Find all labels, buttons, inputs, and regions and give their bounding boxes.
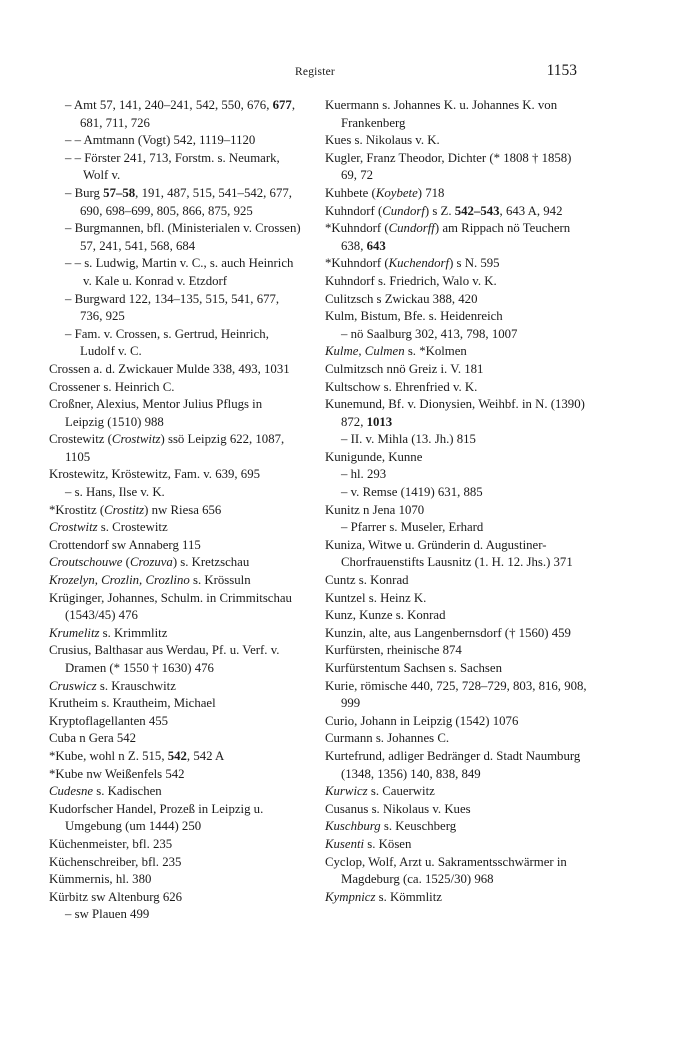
index-entry: Kusenti s. Kösen	[325, 836, 412, 851]
index-entry: Culmitzsch nnö Greiz i. V. 181	[325, 361, 484, 376]
index-entry: Kuntzel s. Heinz K.	[325, 590, 427, 605]
index-entry: Kurwicz s. Cauerwitz	[325, 784, 435, 799]
index-entry: Kurfürstentum Sachsen s. Sachsen	[325, 661, 502, 675]
index-entry: Küchenmeister, bfl. 235	[49, 836, 173, 851]
index-entry: Kuniza, Witwe u. Gründerin d. Augustiner-Chorfrauenstifts Lausnitz (1. H. 12. Jhs.) 371	[325, 537, 573, 570]
index-entry: Cuba n Gera 542	[49, 731, 137, 746]
index-entry: Kulm, Bistum, Bfe. s. Heidenreich	[325, 309, 503, 324]
index-entry: Kuhbete (Koybete) 718	[325, 185, 445, 200]
index-entry: – Amt 57, 141, 240–241, 542, 550, 676, 677, 681, 711, 726	[65, 98, 296, 130]
index-entry: Crusius, Balthasar aus Werdau, Pf. u. Verf. v. Dramen (* 1550 † 1630) 476	[49, 643, 280, 675]
index-column-right	[325, 97, 587, 906]
index-entry: – Burg 57–58, 191, 487, 515, 541–542, 677, 690, 698–699, 805, 866, 875, 925	[65, 185, 292, 218]
index-entry: Kurtefrund, adliger Bedränger d. Stadt Naumburg (1348, 1356) 140, 838, 849	[325, 748, 581, 781]
index-entry: – – s. Ludwig, Martin v. C., s. auch Heinrich v. Kale u. Konrad v. Etzdorf	[65, 256, 294, 288]
page-number: 1153	[546, 62, 577, 79]
index-entry: Krumelitz s. Krimmlitz	[49, 625, 168, 640]
index-entry: Kuermann s. Johannes K. u. Johannes K. von Frankenberg	[325, 98, 558, 130]
index-entry: Kunemund, Bf. v. Dionysien, Weihbf. in N. (1390) 872, 1013	[325, 397, 585, 429]
index-entry: Crostewitz (Crostwitz) ssö Leipzig 622, 1087, 1105	[49, 432, 285, 464]
index-entry: Curmann s. Johannes C.	[325, 731, 450, 746]
index-entry: Cusanus s. Nikolaus v. Kues	[325, 801, 471, 816]
index-entry: Krozelyn, Crozlin, Crozlino s. Krössuln	[49, 573, 251, 588]
index-entry: Kudorfscher Handel, Prozeß in Leipzig u. Umgebung (um 1444) 250	[49, 801, 264, 834]
index-entry: Kunigunde, Kunne	[325, 449, 423, 464]
index-entry: Kunitz n Jena 1070	[325, 502, 425, 517]
index-entry: – – Förster 241, 713, Forstm. s. Neumark, Wolf v.	[65, 150, 280, 183]
index-entry: – II. v. Mihla (13. Jh.) 815	[341, 432, 476, 447]
index-entry: Krüginger, Johannes, Schulm. in Crimmitschau (1543/45) 476	[49, 590, 292, 623]
index-entry: *Kuhndorf (Cundorff) am Rippach nö Teuchern 638, 643	[325, 221, 571, 253]
index-entry: Kues s. Nikolaus v. K.	[325, 133, 440, 148]
index-entry: – hl. 293	[341, 467, 387, 482]
index-entry: Crottendorf sw Annaberg 115	[49, 537, 201, 552]
index-entry: Küchenschreiber, bfl. 235	[49, 854, 182, 869]
page-header	[0, 62, 700, 86]
index-entry: Kuhndorf (Cundorf) s Z. 542–543, 643 A, 942	[325, 203, 563, 218]
index-entry: Kunz, Kunze s. Konrad	[325, 608, 446, 623]
index-entry: Krostewitz, Kröstewitz, Fam. v. 639, 695	[49, 467, 260, 482]
index-entry: Kympnicz s. Kömmlitz	[325, 889, 442, 904]
index-entry: – Burgward 122, 134–135, 515, 541, 677, 736, 925	[65, 291, 280, 324]
index-entry: Cruswicz s. Krauschwitz	[49, 678, 176, 693]
index-entry: Kuhndorf s. Friedrich, Walo v. K.	[325, 273, 497, 288]
index-entry: *Kuhndorf (Kuchendorf) s N. 595	[325, 256, 500, 271]
index-entry: Kultschow s. Ehrenfried v. K.	[325, 379, 478, 394]
index-entry: Kurfürsten, rheinische 874	[325, 643, 462, 658]
index-entry: Cyclop, Wolf, Arzt u. Sakramentsschwärmer in Magdeburg (ca. 1525/30) 968	[325, 854, 567, 887]
index-entry: – Burgmannen, bfl. (Ministerialen v. Crossen) 57, 241, 541, 568, 684	[65, 221, 301, 253]
running-head: Register	[295, 66, 335, 78]
index-entry: Cuntz s. Konrad	[325, 573, 409, 588]
index-entry: Croutschouwe (Crozuva) s. Kretzschau	[49, 555, 250, 570]
index-entry: – Fam. v. Crossen, s. Gertrud, Heinrich, Ludolf v. C.	[65, 326, 269, 359]
index-entry: – – Amtmann (Vogt) 542, 1119–1120	[65, 133, 256, 148]
index-entry: *Kube, wohl n Z. 515, 542, 542 A	[49, 748, 225, 763]
index-entry: Crossen a. d. Zwickauer Mulde 338, 493, 1031	[49, 361, 290, 376]
index-entry: – s. Hans, Ilse v. K.	[65, 485, 165, 500]
index-entry: Kryptoflagellanten 455	[49, 713, 169, 728]
index-entry: Kuschburg s. Keuschberg	[325, 819, 457, 834]
index-entry: Cudesne s. Kadischen	[49, 784, 162, 799]
index-entry: Culitzsch s Zwickau 388, 420	[325, 291, 478, 306]
index-entry: Krutheim s. Krautheim, Michael	[49, 696, 216, 711]
index-entry: Curio, Johann in Leipzig (1542) 1076	[325, 713, 519, 728]
index-entry: – v. Remse (1419) 631, 885	[341, 485, 483, 500]
index-entry: – Pfarrer s. Museler, Erhard	[341, 520, 484, 535]
index-entry: Kulme, Culmen s. *Kolmen	[325, 344, 467, 359]
index-entry: – sw Plauen 499	[65, 907, 150, 922]
index-entry: – nö Saalburg 302, 413, 798, 1007	[341, 326, 518, 341]
index-entry: *Krostitz (Crostitz) nw Riesa 656	[49, 502, 222, 517]
index-entry: Croßner, Alexius, Mentor Julius Pflugs in Leipzig (1510) 988	[49, 397, 263, 429]
index-entry: Kugler, Franz Theodor, Dichter (* 1808 † 1858) 69, 72	[325, 150, 572, 183]
index-entry: Kurie, römische 440, 725, 728–729, 803, 816, 908, 999	[325, 678, 587, 711]
index-entry: Kümmernis, hl. 380	[49, 872, 152, 887]
index-entry: Kunzin, alte, aus Langenbernsdorf († 1560) 459	[325, 625, 571, 640]
index-entry: Crostwitz s. Crostewitz	[49, 520, 168, 535]
index-column-left	[49, 97, 304, 924]
index-entry: Crossener s. Heinrich C.	[49, 379, 175, 394]
index-entry: *Kube nw Weißenfels 542	[49, 766, 185, 781]
index-entry: Kürbitz sw Altenburg 626	[49, 889, 183, 904]
